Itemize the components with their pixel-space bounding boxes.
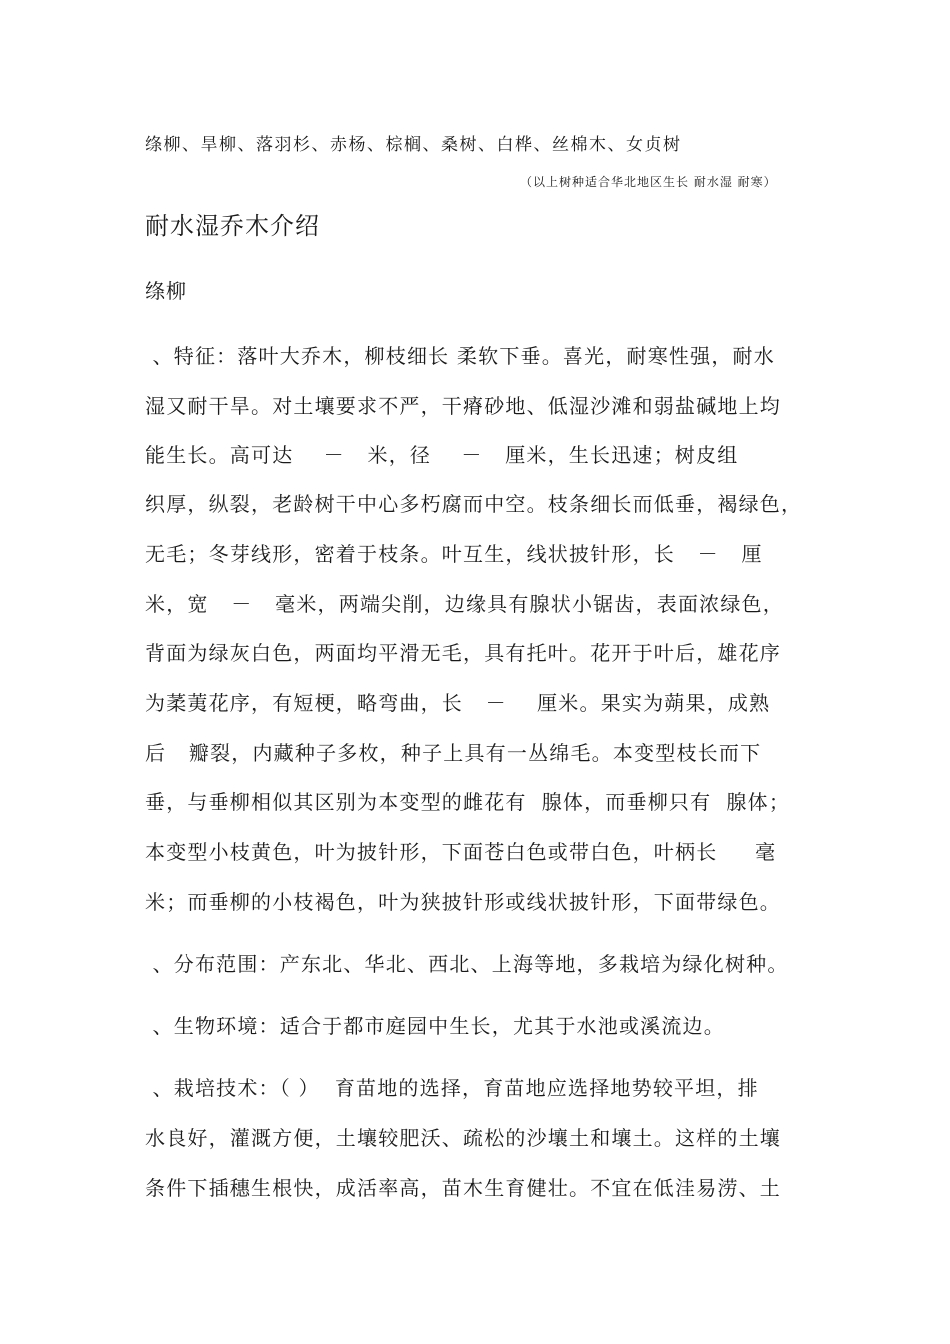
body-line: 背面为绿灰白色，两面均平滑无毛，具有托叶。花开于叶后，雄花序 xyxy=(145,641,781,665)
body-line: 无毛；冬芽线形，密着于枝条。叶互生，线状披针形，长 － 厘 xyxy=(145,542,763,566)
body-line: 能生长。高可达 － 米，径 － 厘米，生长迅速；树皮组 xyxy=(145,443,739,467)
body-line: 、栽培技术：（ ） 育苗地的选择，育苗地应选择地势较平坦，排 xyxy=(145,1076,759,1100)
body-line: 湿又耐干旱。对土壤要求不严，干瘠砂地、低湿沙滩和弱盐碱地上均 xyxy=(145,394,781,418)
body-line: 垂，与垂柳相似其区别为本变型的雌花有 腺体，而垂柳只有 腺体； xyxy=(145,790,791,814)
body-line: 为葇荑花序，有短梗，略弯曲，长 － 厘米。果实为蒴果，成熟 xyxy=(145,691,771,715)
body-line: 织厚，纵裂，老龄树干中心多朽腐而中空。枝条细长而低垂，褐绿色， xyxy=(145,492,803,516)
body-line: 后 瓣裂，内藏种子多枚，种子上具有一丛绵毛。本变型枝长而下 xyxy=(145,741,762,765)
body-line: 、特征：落叶大乔木，柳枝细长 柔软下垂。喜光，耐寒性强，耐水 xyxy=(145,344,775,368)
body-line: 米，宽 － 毫米，两端尖削，边缘具有腺状小锯齿，表面浓绿色， xyxy=(145,592,784,616)
body-line: 条件下插穗生根快，成活率高，苗木生育健壮。不宜在低洼易涝、土 xyxy=(145,1176,781,1200)
body-line: 本变型小枝黄色，叶为披针形，下面苍白色或带白色，叶柄长 毫 xyxy=(145,840,777,864)
habitat-note: （以上树种适合华北地区生长 耐水湿 耐寒） xyxy=(520,175,777,189)
page-title: 耐水湿乔木介绍 xyxy=(145,212,320,240)
section-title: 绦柳 xyxy=(145,279,187,303)
body-line: 、分布范围：产东北、华北、西北、上海等地，多栽培为绿化树种。 xyxy=(145,952,789,976)
body-line: 、生物环境：适合于都市庭园中生长，尤其于水池或溪流边。 xyxy=(145,1014,725,1038)
tree-species-list: 绦柳、旱柳、落羽杉、赤杨、棕榈、桑树、白桦、丝棉木、女贞树 xyxy=(145,135,682,155)
body-line: 水良好，灌溉方便，土壤较肥沃、疏松的沙壤土和壤土。这样的土壤 xyxy=(145,1126,781,1150)
body-line: 米；而垂柳的小枝褐色，叶为狭披针形或线状披针形，下面带绿色。 xyxy=(145,890,781,914)
